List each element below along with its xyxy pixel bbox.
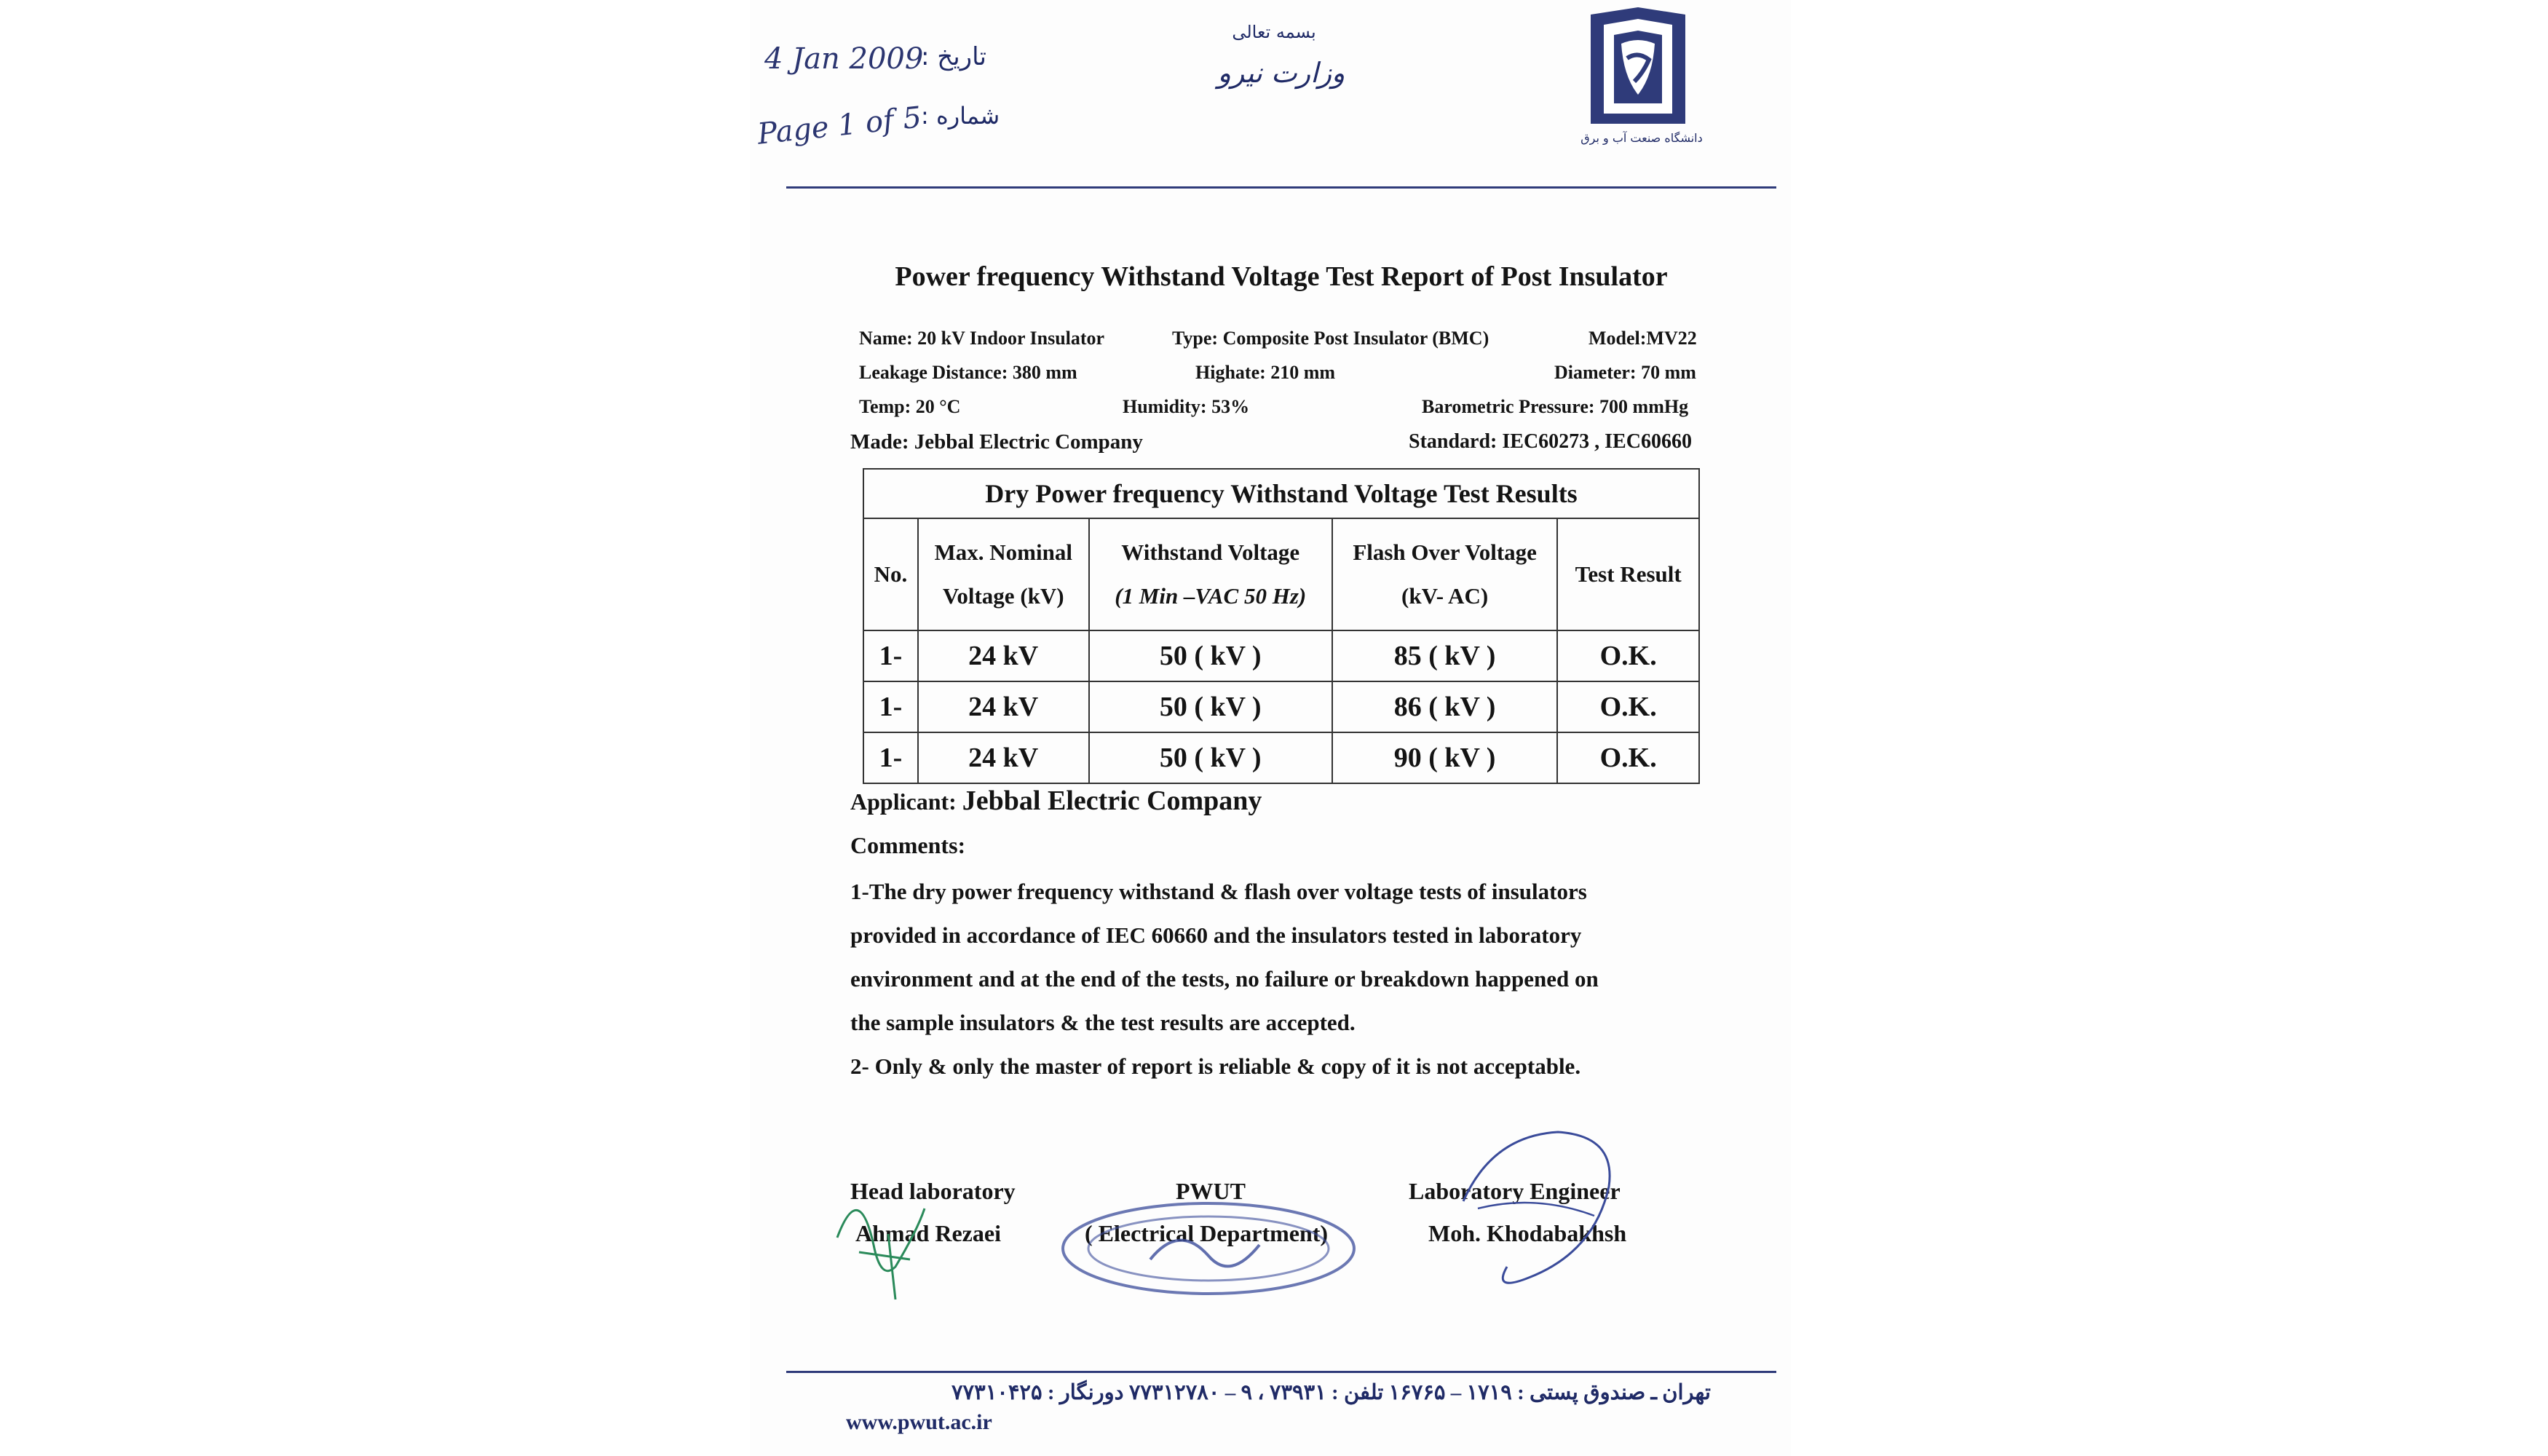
table-row <box>863 630 1699 681</box>
info-height: Highate: 210 mm <box>1195 362 1336 383</box>
table-title: Dry Power frequency Withstand Voltage Test Results <box>863 469 1699 518</box>
row-flash: 85 ( kV ) <box>1332 630 1557 681</box>
handwritten-date: 4 Jan 2009 <box>764 42 924 76</box>
applicant-label: Applicant: <box>850 788 957 815</box>
row-nominal: 24 kV <box>918 732 1089 783</box>
info-diameter: Diameter: 70 mm <box>1554 362 1696 383</box>
info-type: Type: Composite Post Insulator (BMC) <box>1172 328 1489 349</box>
engineer-title: Laboratory Engineer <box>1409 1178 1621 1204</box>
footer-website[interactable]: www.pwut.ac.ir <box>846 1410 992 1434</box>
logo-caption: دانشگاه صنعت آب و برق <box>1580 131 1703 145</box>
table-row <box>863 681 1699 732</box>
comment-1-line: environment and at the end of the tests, no failure or breakdown happened on <box>850 966 1599 992</box>
header-max-nominal <box>918 518 1089 630</box>
row-nominal: 24 kV <box>918 630 1089 681</box>
row-result: O.K. <box>1557 732 1699 783</box>
info-standard: Standard: IEC60273 , IEC60660 <box>1409 430 1692 453</box>
row-no: 1- <box>863 630 918 681</box>
applicant <box>850 785 1262 817</box>
number-label: شماره : <box>921 102 1000 130</box>
row-withstand: 50 ( kV ) <box>1089 732 1332 783</box>
handwritten-page-number: Page 1 of 5 <box>756 100 923 151</box>
header-max-nominal-line2: Voltage (kV) <box>942 583 1064 609</box>
header-flash-line1: Flash Over Voltage <box>1353 539 1537 565</box>
comment-1-line: provided in accordance of IEC 60660 and the insulators tested in laboratory <box>850 922 1582 948</box>
head-signature <box>815 1165 961 1310</box>
table-row <box>863 732 1699 783</box>
bismillah-text: بسمه تعالی <box>1232 22 1316 42</box>
header-flash-over <box>1332 518 1557 630</box>
row-flash: 86 ( kV ) <box>1332 681 1557 732</box>
row-withstand: 50 ( kV ) <box>1089 681 1332 732</box>
header-withstand <box>1089 518 1332 630</box>
head-lab-title: Head laboratory <box>850 1178 1016 1204</box>
date-label: تاریخ : <box>921 42 986 71</box>
info-pressure: Barometric Pressure: 700 mmHg <box>1422 396 1689 417</box>
row-withstand: 50 ( kV ) <box>1089 630 1332 681</box>
header-max-nominal-line1: Max. Nominal <box>934 539 1072 565</box>
footer-address: تهران ـ صندوق پستی : ۱۷۱۹ – ۱۶۷۶۵ تلفن : ۷۳۹۳۱ ، ۹ – ۷۷۳۱۲۷۸۰ دورنگار : ۷۷۳۱۰۴۲۵ <box>951 1381 1711 1404</box>
row-no: 1- <box>863 732 918 783</box>
row-result: O.K. <box>1557 681 1699 732</box>
header-divider <box>786 186 1776 189</box>
header-withstand-line2: (1 Min –VAC 50 Hz) <box>1115 583 1307 609</box>
ministry-name: وزارت نیرو <box>1217 57 1345 89</box>
report-title: Power frequency Withstand Voltage Test Report of Post Insulator <box>895 261 1668 292</box>
engineer-signature <box>1449 1121 1638 1296</box>
info-made: Made: Jebbal Electric Company <box>850 430 1143 454</box>
org-department: ( Electrical Department) <box>1085 1220 1329 1246</box>
org-name: PWUT <box>1176 1178 1246 1204</box>
info-humidity: Humidity: 53% <box>1123 396 1250 417</box>
header-flash-line2: (kV- AC) <box>1401 583 1489 609</box>
comments-label: Comments: <box>850 832 966 858</box>
header-withstand-line1: Withstand Voltage <box>1121 539 1300 565</box>
info-leakage: Leakage Distance: 380 mm <box>859 362 1077 383</box>
comment-1-line: 1-The dry power frequency withstand & flash over voltage tests of insulators <box>850 879 1587 904</box>
footer-divider <box>786 1371 1776 1373</box>
row-no: 1- <box>863 681 918 732</box>
head-lab-name: Ahmad Rezaei <box>855 1220 1001 1246</box>
row-result: O.K. <box>1557 630 1699 681</box>
results-table <box>863 468 1700 784</box>
row-nominal: 24 kV <box>918 681 1089 732</box>
info-temp: Temp: 20 °C <box>859 396 961 417</box>
department-stamp <box>1056 1194 1361 1303</box>
header-test-result: Test Result <box>1557 518 1699 630</box>
applicant-name: Jebbal Electric Company <box>962 786 1262 816</box>
header-no: No. <box>863 518 918 630</box>
comment-2: 2- Only & only the master of report is reliable & copy of it is not acceptable. <box>850 1053 1581 1079</box>
comment-1-line: the sample insulators & the test results are accepted. <box>850 1010 1356 1035</box>
row-flash: 90 ( kV ) <box>1332 732 1557 783</box>
info-name: Name: 20 kV Indoor Insulator <box>859 328 1105 349</box>
info-model: Model:MV22 <box>1588 328 1697 349</box>
engineer-name: Moh. Khodabakhsh <box>1428 1220 1627 1246</box>
